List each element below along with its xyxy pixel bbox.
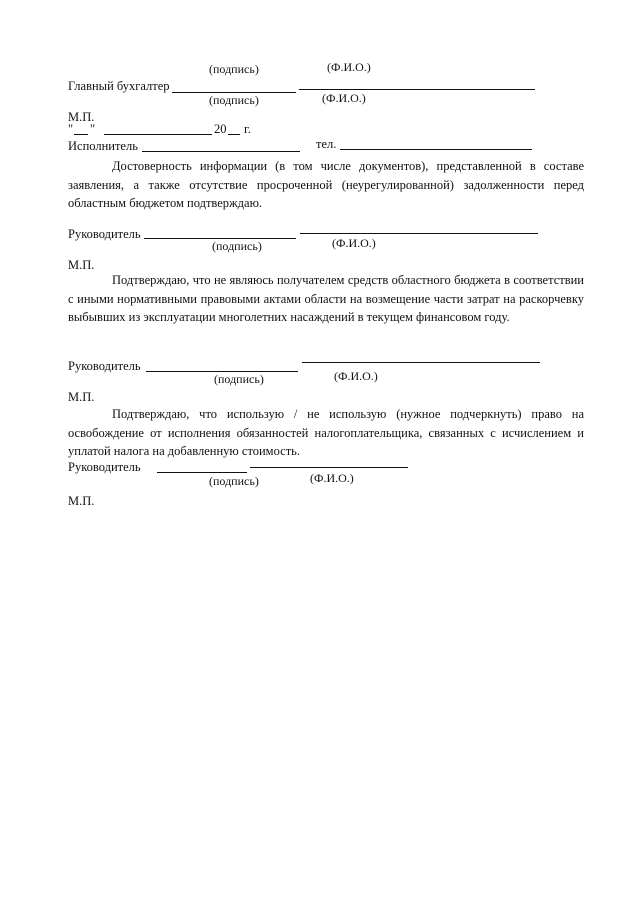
- director-name-caption-2: (Ф.И.О.): [334, 369, 378, 383]
- date-quote-close: ": [90, 122, 96, 136]
- executor-phone-label: тел.: [316, 137, 337, 151]
- stamp-placeholder-1: М.П.: [68, 258, 95, 272]
- director-label-1: Руководитель: [68, 227, 141, 241]
- director-signature-caption-1: (подпись): [212, 239, 262, 253]
- director-signature-line-3[interactable]: [157, 472, 247, 473]
- date-year-prefix: 20: [214, 122, 227, 136]
- date-year-line[interactable]: [228, 134, 240, 135]
- director-name-caption-3: (Ф.И.О.): [310, 471, 354, 485]
- director-name-line-2[interactable]: [302, 362, 540, 363]
- date-quote-open: ": [68, 122, 74, 136]
- stamp-placeholder-2: М.П.: [68, 390, 95, 404]
- chief-accountant-label: Главный бухгалтер: [68, 79, 170, 93]
- paragraph-confirmation-info: Достоверность информации (в том числе документов), представленной в составе заявления, а также отсутствие просроченной (неурегулированной) задолженности перед областным бюджетом подтверждаю.: [68, 159, 584, 210]
- director-label-2: Руководитель: [68, 359, 141, 373]
- date-month-line[interactable]: [104, 134, 212, 135]
- executor-phone-line[interactable]: [340, 149, 532, 150]
- director-signature-caption-2: (подпись): [214, 372, 264, 386]
- stamp-placeholder-3: М.П.: [68, 494, 95, 508]
- top-name-caption: (Ф.И.О.): [327, 60, 371, 74]
- date-day-line[interactable]: [74, 134, 88, 135]
- date-year-suffix: г.: [244, 122, 251, 136]
- director-name-caption-1: (Ф.И.О.): [332, 236, 376, 250]
- director-label-3: Руководитель: [68, 460, 141, 474]
- chief-accountant-signature-caption: (подпись): [209, 93, 259, 107]
- executor-line[interactable]: [142, 151, 300, 152]
- stamp-placeholder: М.П.: [68, 110, 95, 124]
- director-name-line-3[interactable]: [250, 467, 408, 468]
- chief-accountant-name-line[interactable]: [299, 89, 535, 90]
- top-signature-caption: (подпись): [209, 62, 259, 76]
- paragraph-no-other-funding: Подтверждаю, что не являюсь получателем средств областного бюджета в соответствии с иными нормативными правовыми актами области на возмещение части затрат на раскорчевку выбывших из эксплуатации многолетних насаждений в текущем финансовом году.: [68, 273, 584, 324]
- paragraph-vat-exemption: Подтверждаю, что использую / не использую (нужное подчеркнуть) право на освобождение от исполнения обязанностей налогоплательщика, связанных с исчислением и уплатой налога на добавленную стоимость.: [68, 407, 584, 458]
- chief-accountant-name-caption: (Ф.И.О.): [322, 91, 366, 105]
- executor-label: Исполнитель: [68, 139, 138, 153]
- director-signature-caption-3: (подпись): [209, 474, 259, 488]
- director-name-line-1[interactable]: [300, 233, 538, 234]
